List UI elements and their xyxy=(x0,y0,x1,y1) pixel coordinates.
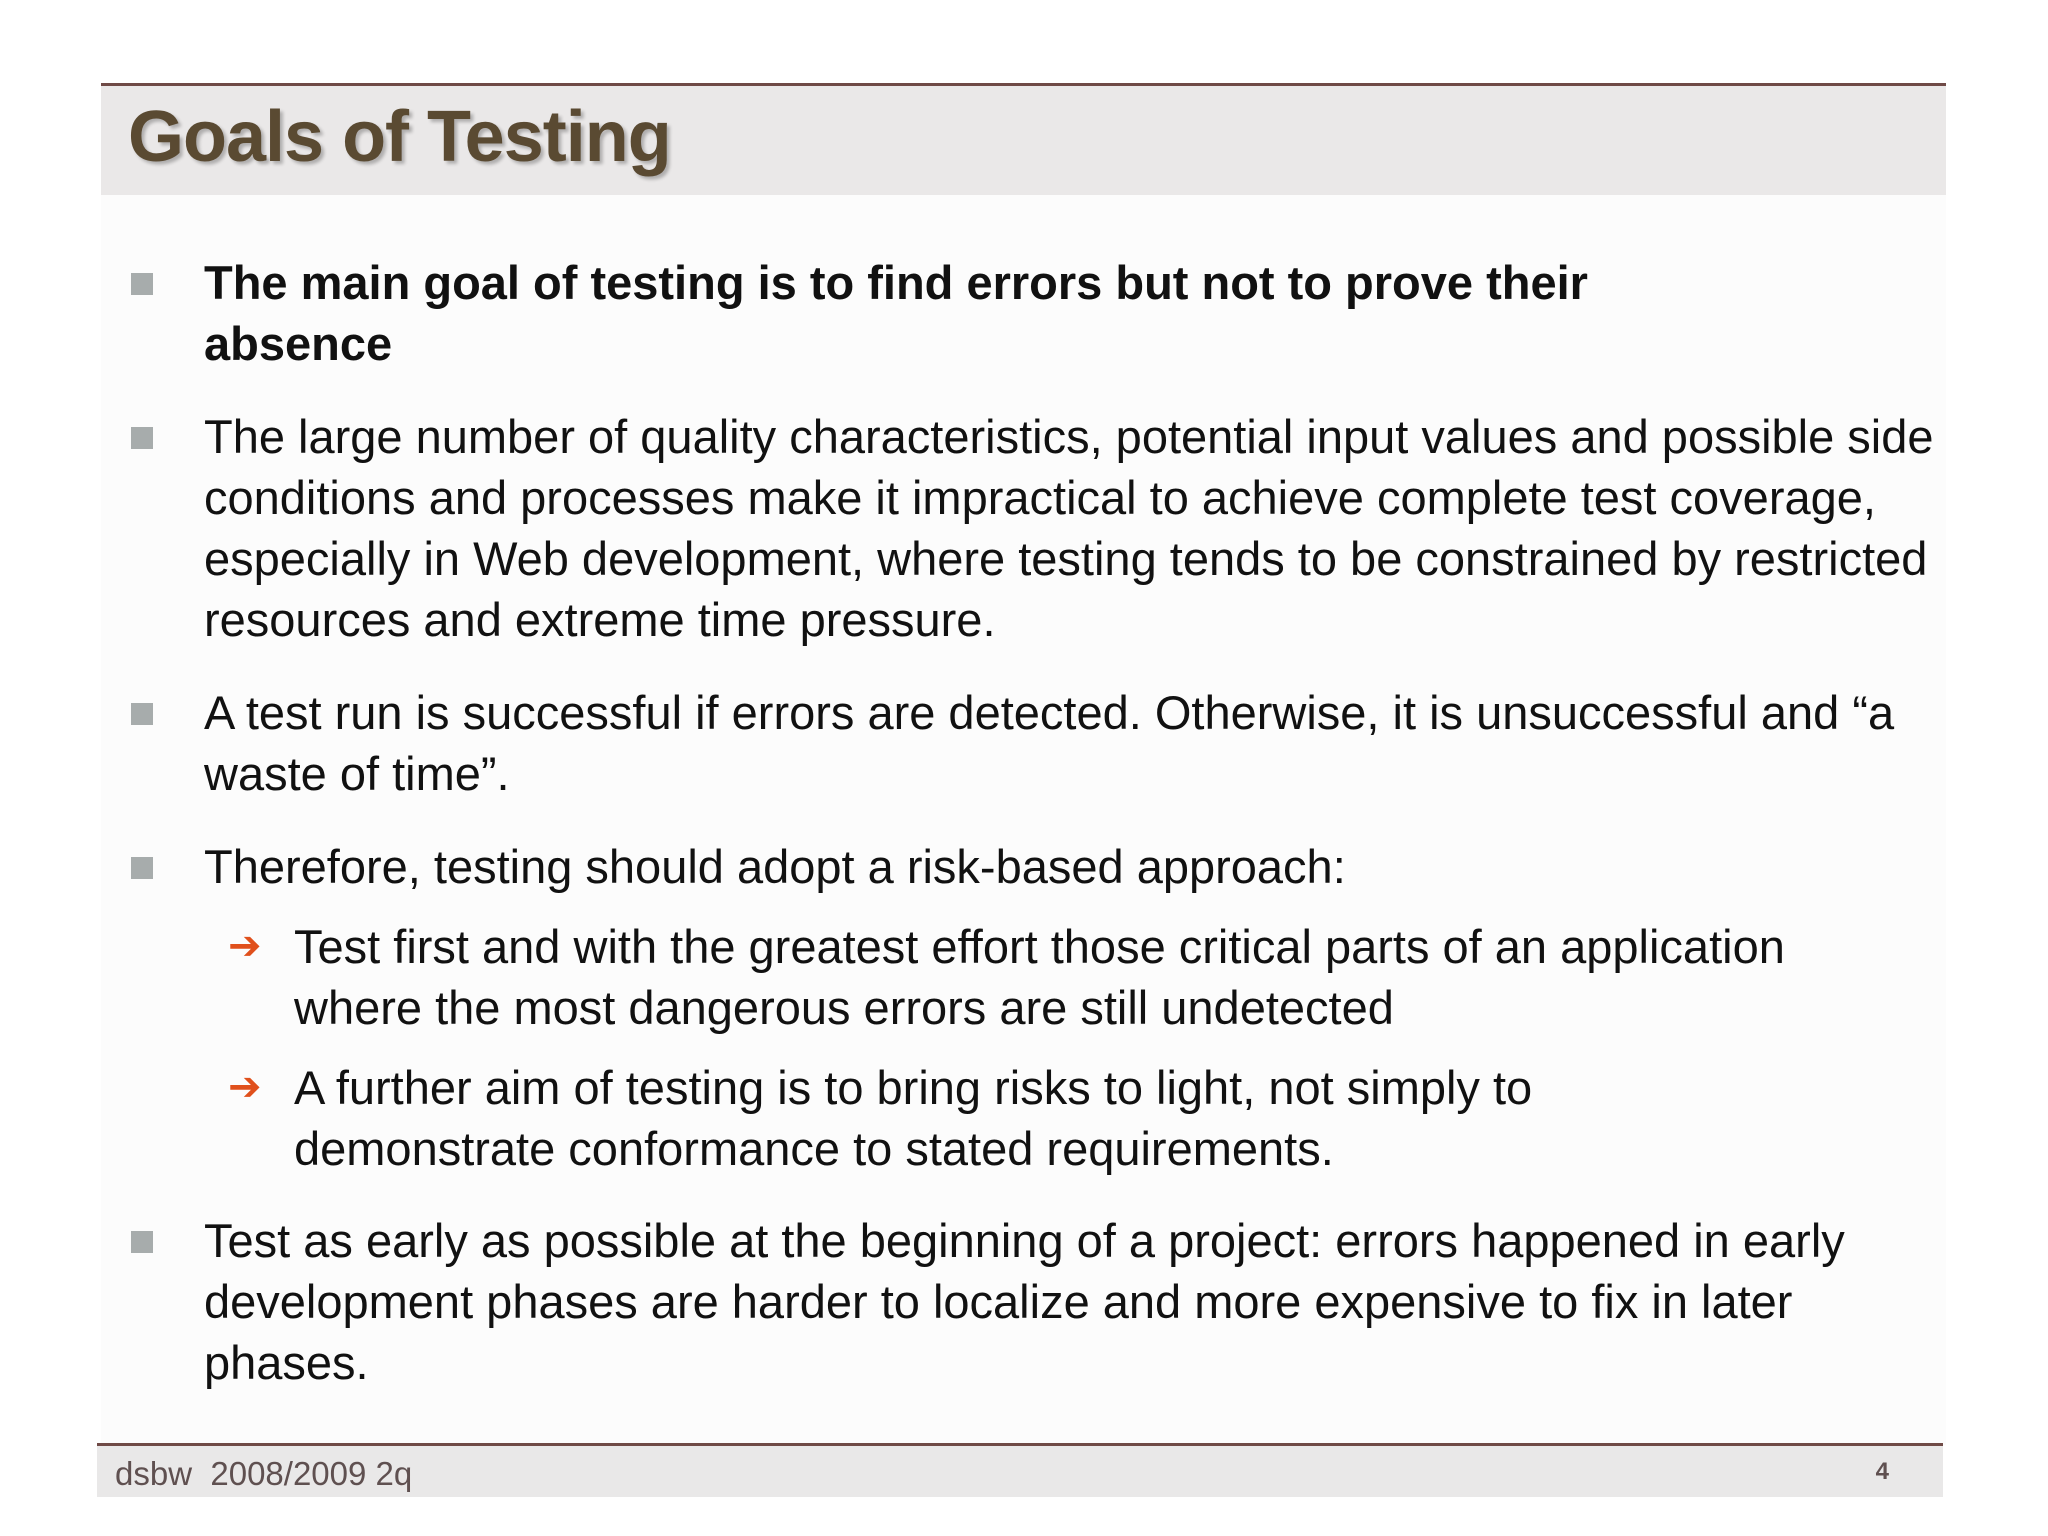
footer-bar xyxy=(97,1443,1943,1497)
footer-course-label: dsbw 2008/2009 2q xyxy=(115,1455,413,1492)
bullet-text-successful-run: A test run is successful if errors are detected. Otherwise, it is unsuccessful and “a waste of time”. xyxy=(204,686,1895,800)
bullet-text-main-goal: The main goal of testing is to find errors but not to prove their absence xyxy=(204,256,1588,370)
bullet-text-risk-based: Therefore, testing should adopt a risk-based approach: xyxy=(204,840,1346,893)
page-number: 4 xyxy=(1875,1458,1889,1485)
arrow-right-icon: ➔ xyxy=(228,923,262,969)
bullet-square-icon xyxy=(131,857,153,879)
title-bar xyxy=(101,83,1946,195)
sub-bullet-text-test-first: Test first and with the greatest effort those critical parts of an application where the most dangerous errors are still undetected xyxy=(294,920,1785,1034)
arrow-right-icon: ➔ xyxy=(228,1064,262,1110)
bullet-square-icon xyxy=(131,1231,153,1253)
bullet-square-icon xyxy=(131,427,153,449)
bullet-square-icon xyxy=(131,703,153,725)
bullet-text-test-early: Test as early as possible at the beginning of a project: errors happened in early development phases are harder to localize and more expensive to fix in later phases. xyxy=(204,1214,1845,1389)
bullet-text-coverage: The large number of quality characteristics, potential input values and possible side conditions and processes make it impractical to achieve complete test coverage, especially in Web development, where testing tends to be constrained by restricted resources and extreme time pressure. xyxy=(204,410,1934,646)
slide-title: Goals of Testing xyxy=(128,97,671,177)
bullet-square-icon xyxy=(131,273,153,295)
sub-bullet-text-further-aim: A further aim of testing is to bring risks to light, not simply to demonstrate conformance to stated requirements. xyxy=(294,1061,1533,1175)
